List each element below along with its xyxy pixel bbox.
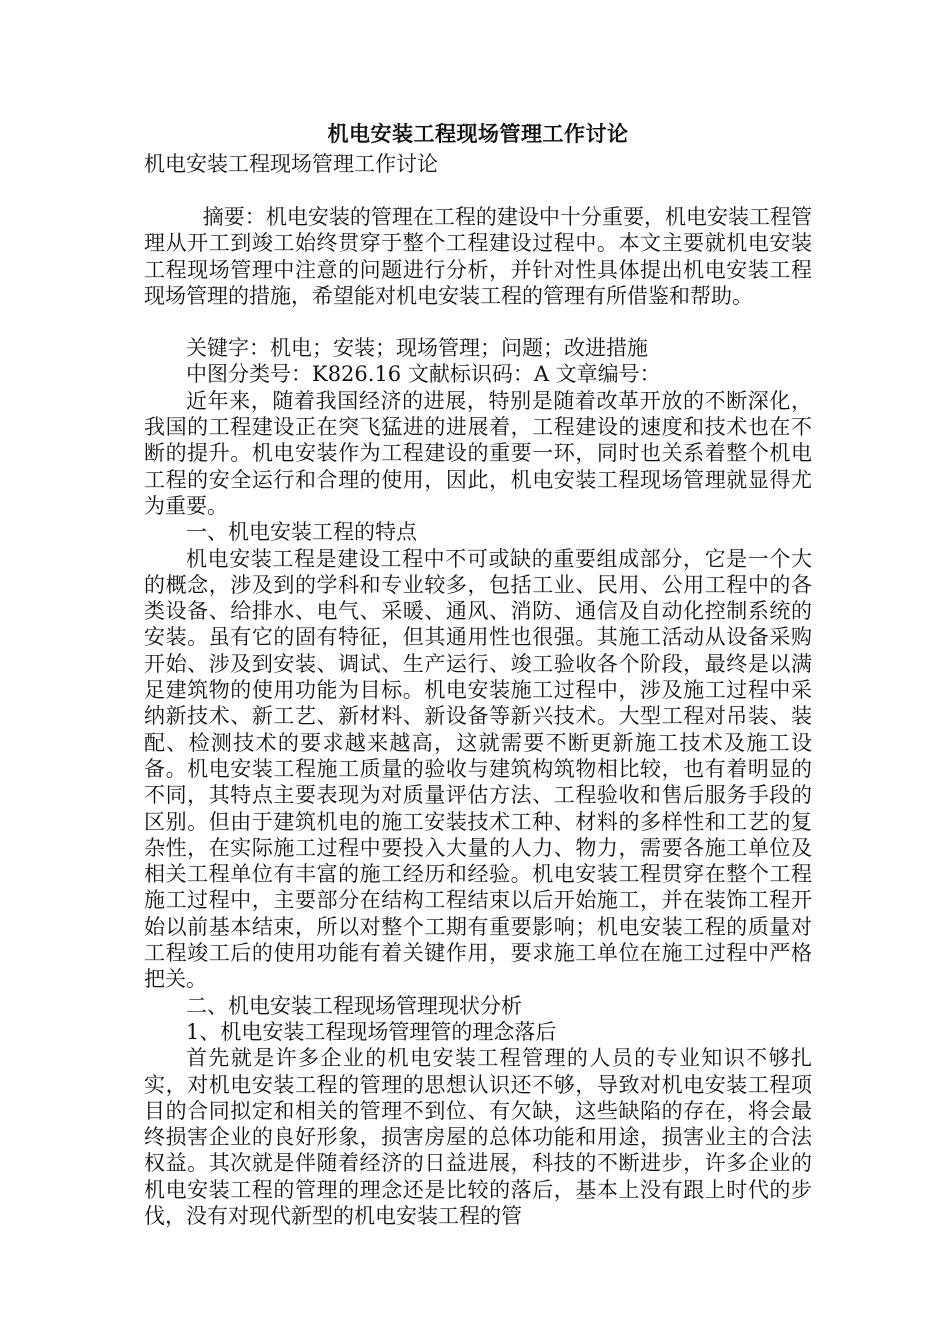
section-1-heading: 一、机电安装工程的特点 (186, 520, 417, 545)
keywords-line: 关键字：机电；安装；现场管理；问题；改进措施 (186, 336, 648, 361)
document-page (144, 118, 812, 1229)
intro-paragraph: 近年来，随着我国经济的进展，特别是随着改革开放的不断深化，我国的工程建设正在突飞猛进的进展着，工程建设的速度和技术也在不断的提升。机电安装作为工程建设的重要一环，同时也关系着整个机电工程的安全运行和合理的使用，因此，机电安装工程现场管理就显得尤为重要。 (144, 388, 812, 518)
abstract-paragraph: 摘要：机电安装的管理在工程的建设中十分重要，机电安装工程管理从开工到竣工始终贯穿于整个工程建设过程中。本文主要就机电安装工程现场管理中注意的问题进行分析，并针对性具体提出机电安装工程现场管理的措施，希望能对机电安装工程的管理有所借鉴和帮助。 (144, 205, 812, 308)
section-2-subheading-1: 1、机电安装工程现场管理管的理念落后 (186, 1019, 557, 1044)
section-2-paragraph-1: 首先就是许多企业的机电安装工程管理的人员的专业知识不够扎实，对机电安装工程的管理的思想认识还不够，导致对机电安装工程项目的合同拟定和相关的管理不到位、有欠缺，这些缺陷的存在，将会最终损害企业的良好形象，损害房屋的总体功能和用途，损害业主的合法权益。其次就是伴随着经济的日益进展，科技的不断进步，许多企业的机电安装工程的管理的理念还是比较的落后，基本上没有跟上时代的步伐，没有对现代新型的机电安装工程的管 (144, 1046, 812, 1228)
section-2-heading: 二、机电安装工程现场管理现状分析 (186, 993, 522, 1018)
document-title: 机电安装工程现场管理工作讨论 (327, 121, 629, 146)
classification-line: 中图分类号：K826.16 文献标识码：A 文章编号： (186, 362, 661, 387)
section-1-paragraph: 机电安装工程是建设工程中不可或缺的重要组成部分，它是一个大的概念，涉及到的学科和专业较多，包括工业、民用、公用工程中的各类设备、给排水、电气、采暖、通风、消防、通信及自动化控制系统的安装。虽有它的固有特征，但其通用性也很强。其施工活动从设备采购开始、涉及到安装、调试、生产运行、竣工验收各个阶段，最终是以满足建筑物的使用功能为目标。机电安装施工过程中，涉及施工过程中采纳新技术、新工艺、新材料、新设备等新兴技术。大型工程对吊装、装配、检测技术的要求越来越高，这就需要不断更新施工技术及施工设备。机电安装工程施工质量的验收与建筑构筑物相比较，也有着明显的不同，其特点主要表现为对质量评估方法、工程验收和售后服务手段的区别。但由于建筑机电的施工安装技术工种、材料的多样性和工艺的复杂性，在实际施工过程中要投入大量的人力、物力，需要各施工单位及相关工程单位有丰富的施工经历和经验。机电安装工程贯穿在整个工程施工过程中，主要部分在结构工程结束以后开始施工，并在装饰工程开始以前基本结束，所以对整个工期有重要影响；机电安装工程的质量对工程竣工后的使用功能有着关键作用，要求施工单位在施工过程中严格把关。 (144, 546, 812, 992)
document-subtitle: 机电安装工程现场管理工作讨论 (144, 152, 438, 176)
